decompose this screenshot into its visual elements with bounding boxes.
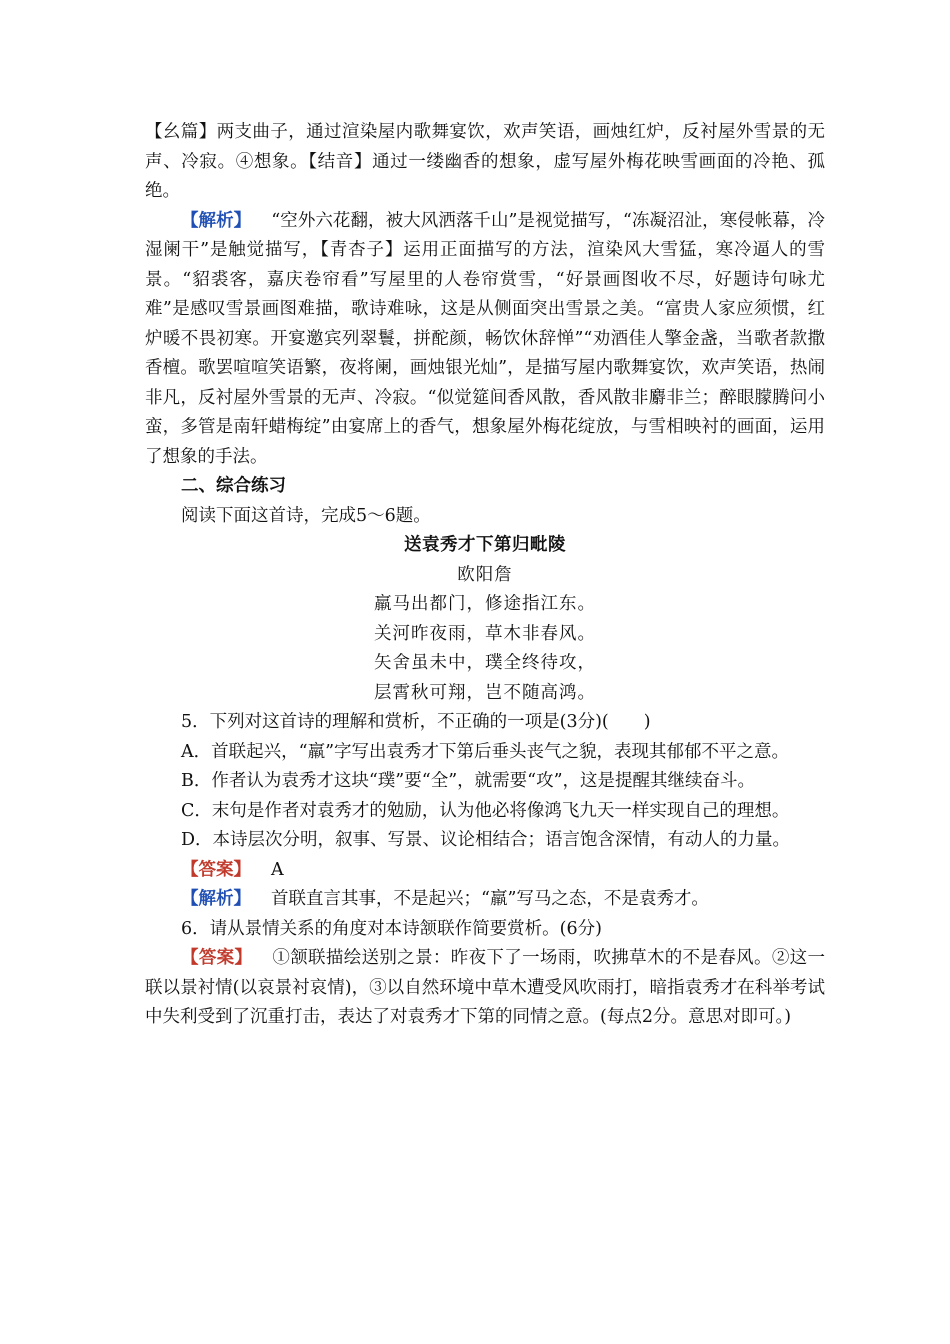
- poem-line: 层霄秋可翔，岂不随高鸿。: [374, 682, 596, 703]
- answer-tag: 【答案】: [181, 859, 251, 880]
- question-5-answer: [145, 856, 825, 886]
- poem-line: 矢舍虽未中，璞全终待攻，: [374, 653, 596, 673]
- question-5-analysis: [145, 885, 825, 915]
- poem-title: 送袁秀才下第归毗陵: [404, 535, 566, 555]
- intro-paragraph: 【幺篇】两支曲子，通过渲染屋内歌舞宴饮，欢声笑语，画烛红炉，反衬屋外雪景的无声、冷寂。④想象。【结音】通过一缕幽香的想象，虚写屋外梅花映雪画面的冷艳、孤绝。: [145, 122, 825, 201]
- analysis-text: 首联直言其事，不是起兴；“羸”写马之态，不是袁秀才。: [271, 889, 709, 909]
- poem-line: 关河昨夜雨，草木非春风。: [374, 623, 596, 644]
- question-5-option-b: B．作者认为袁秀才这块“璞”要“全”，就需要“攻”，这是提醒其继续奋斗。: [181, 771, 756, 791]
- question-5-option-c: C．末句是作者对袁秀才的勉励，认为他必将像鸿飞九天一样实现自己的理想。: [181, 800, 790, 821]
- question-5-option-a: A．首联起兴，“羸”字写出袁秀才下第后垂头丧气之貌，表现其郁郁不平之意。: [181, 741, 790, 762]
- document-page: [145, 118, 825, 1033]
- question-6-stem: 6．请从景情关系的角度对本诗颔联作简要赏析。(6分): [181, 918, 602, 939]
- analysis-paragraph-1: [145, 207, 825, 473]
- question-5-stem: 5．下列对这首诗的理解和赏析，不正确的一项是(3分)( ): [181, 712, 651, 732]
- analysis-tag: 【解析】: [181, 210, 252, 231]
- poem-line: 羸马出都门，修途指江东。: [374, 594, 596, 614]
- answer-text: A: [271, 859, 284, 880]
- question-5-option-d: D．本诗层次分明，叙事、写景、议论相结合；语言饱含深情，有动人的力量。: [181, 830, 791, 850]
- analysis-tag: 【解析】: [181, 889, 251, 909]
- section-heading: 二、综合练习: [181, 476, 286, 496]
- poem-author: 欧阳詹: [457, 564, 513, 585]
- reading-instruction: 阅读下面这首诗，完成5～6题。: [181, 505, 431, 526]
- answer-text: ①颔联描绘送别之景：昨夜下了一场雨，吹拂草木的不是春风。②这一联以景衬情(以哀景衬哀情)，③以自然环境中草木遭受风吹雨打，暗指袁秀才在科举考试中失利受到了沉重打击，表达了对袁秀才下第的同情之意。(每点2分。意思对即可。): [145, 948, 826, 1027]
- answer-tag: 【答案】: [181, 948, 253, 968]
- analysis-text: “空外六花翻，被大风洒落千山”是视觉描写，“冻凝沼沚，寒侵帐幕，冷湿阑干”是触觉描写，【青杏子】运用正面描写的方法，渲染风大雪猛，寒冷逼人的雪景。“貂裘客，嘉庆卷帘看”写屋里的人卷帘赏雪，“好景画图收不尽，好题诗句咏尤难”是感叹雪景画图难描，歌诗难咏，这是从侧面突出雪景之美。“富贵人家应须惯，红炉暖不畏初寒。开宴邀宾列翠鬟，拼酡颜，畅饮休辞惮”“劝酒佳人擎金盏，当歌者款撒香檀。歌罢喧喧笑语繁，夜将阑，画烛银光灿”，是描写屋内歌舞宴饮，欢声笑语，热闹非凡，反衬屋外雪景的无声、冷寂。“似觉筵间香风散，香风散非麝非兰；醉眼朦腾问小蛮，多管是南轩蜡梅绽”由宴席上的香气，想象屋外梅花绽放，与雪相映衬的画面，运用了想象的手法。: [145, 210, 826, 467]
- question-6-answer: [145, 944, 825, 1033]
